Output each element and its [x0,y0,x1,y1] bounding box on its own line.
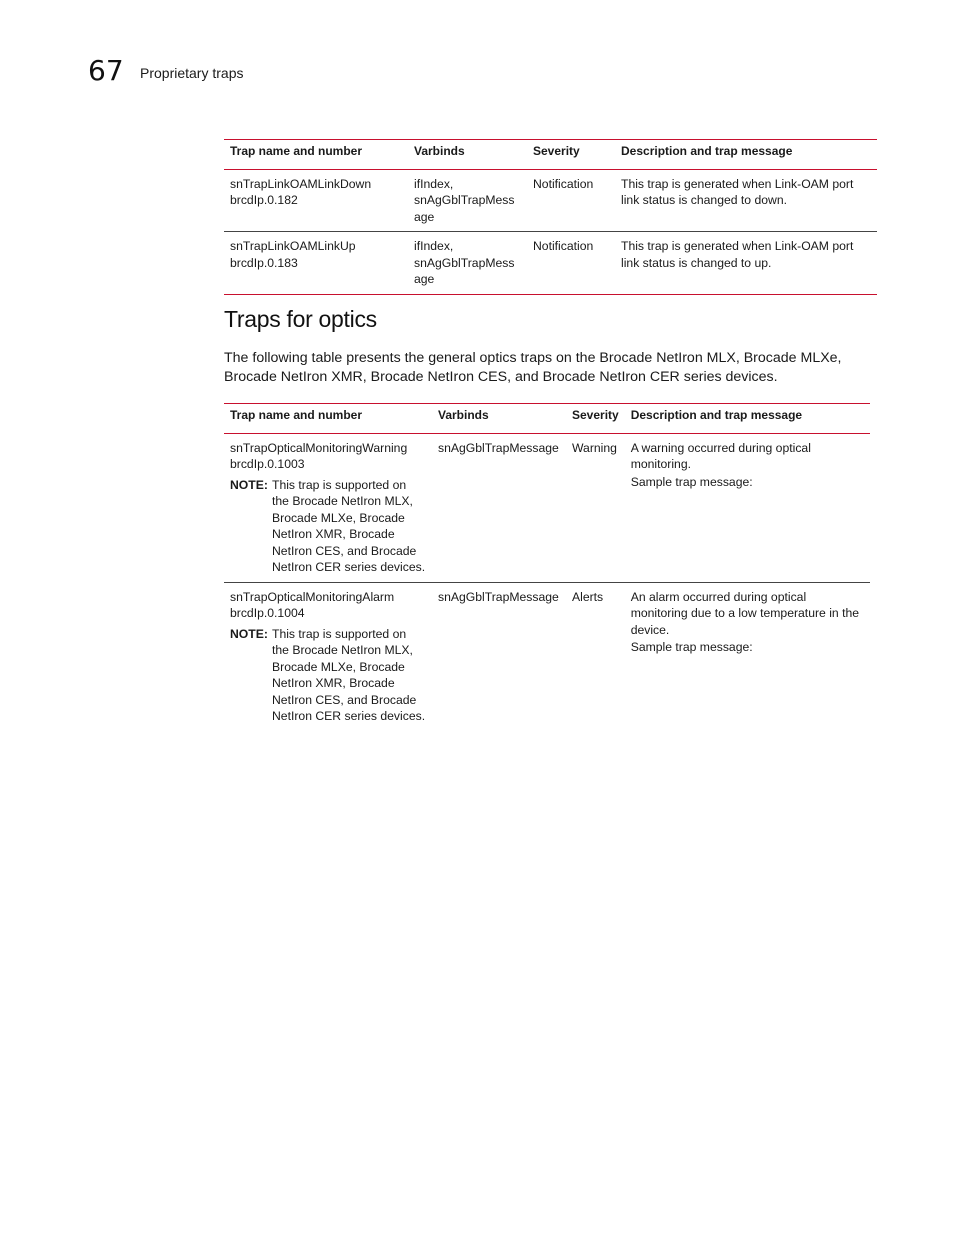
section-intro: The following table presents the general optics traps on the Brocade NetIron MLX, Brocade MLXe, Brocade NetIron XMR, Brocade NetIron CES, and Brocade NetIron CER series devices. [224,350,842,385]
table-row [224,169,877,232]
column-header-trap-name: Trap name and number [224,404,432,434]
severity-cell: Notification [527,232,615,295]
trap-number: brcdIp.0.1003 [230,457,305,471]
varbinds-cell: ifIndex, snAgGblTrapMess age [408,232,527,295]
section-title: Traps for optics [224,306,377,332]
sample-trap-label: Sample trap message: [630,640,753,654]
trap-name-cell [224,169,408,232]
trap-name: snTrapLinkOAMLinkDown [230,176,372,191]
trap-number: brcdIp.0.1004 [230,606,305,620]
note [230,477,426,576]
description-cell [625,582,870,731]
column-header-trap-name: Trap name and number [224,140,408,170]
note-label: NOTE: [230,626,268,641]
description-cell [625,433,870,582]
note-text: This trap is supported on the Brocade NetIron MLX, Brocade MLXe, Brocade NetIron XMR, Brocade NetIron CES, and Brocade NetIron CER series devices. [272,477,426,574]
varbinds-cell: snAgGblTrapMessage [432,433,566,582]
column-header-varbinds: Varbinds [432,404,566,434]
trap-name-cell [224,433,432,582]
note-text: This trap is supported on the Brocade NetIron MLX, Brocade MLXe, Brocade NetIron XMR, Brocade NetIron CES, and Brocade NetIron CER series devices. [272,626,426,723]
note [230,626,426,725]
description-text: An alarm occurred during optical monitoring due to a low temperature in the device. [630,589,860,637]
trap-number: brcdIp.0.182 [230,193,298,207]
optics-traps-table [224,403,870,731]
column-header-description: Description and trap message [625,404,870,434]
table-row [224,582,870,731]
trap-name: snTrapLinkOAMLinkUp [230,239,356,253]
table-header-row [224,140,877,170]
table-row [224,232,877,295]
description-cell: This trap is generated when Link-OAM port link status is changed to up. [615,232,877,295]
sample-trap-label: Sample trap message: [630,474,753,489]
column-header-severity: Severity [527,140,615,170]
varbinds-cell: ifIndex, snAgGblTrapMess age [408,169,527,232]
severity-cell: Alerts [572,589,604,604]
severity-cell: Warning [566,433,625,582]
table-header-row [224,404,870,434]
trap-name-cell [224,232,408,295]
column-header-severity: Severity [566,404,625,434]
table-row [224,433,870,582]
link-oam-traps-table [224,139,877,295]
trap-name-cell [224,582,432,731]
trap-name: snTrapOpticalMonitoringAlarm [230,589,395,604]
column-header-description: Description and trap message [615,140,877,170]
varbinds-cell: snAgGblTrapMessage [438,589,559,604]
note-label: NOTE: [230,477,268,492]
trap-number: brcdIp.0.183 [230,255,298,270]
chapter-title: Proprietary traps [140,65,244,81]
severity-cell: Notification [527,169,615,232]
column-header-varbinds: Varbinds [408,140,527,170]
chapter-number: 67 [88,54,124,87]
trap-name: snTrapOpticalMonitoringWarning [230,440,408,455]
description-cell: This trap is generated when Link-OAM port link status is changed to down. [615,169,877,232]
description-text: A warning occurred during optical monitoring. [630,440,811,471]
